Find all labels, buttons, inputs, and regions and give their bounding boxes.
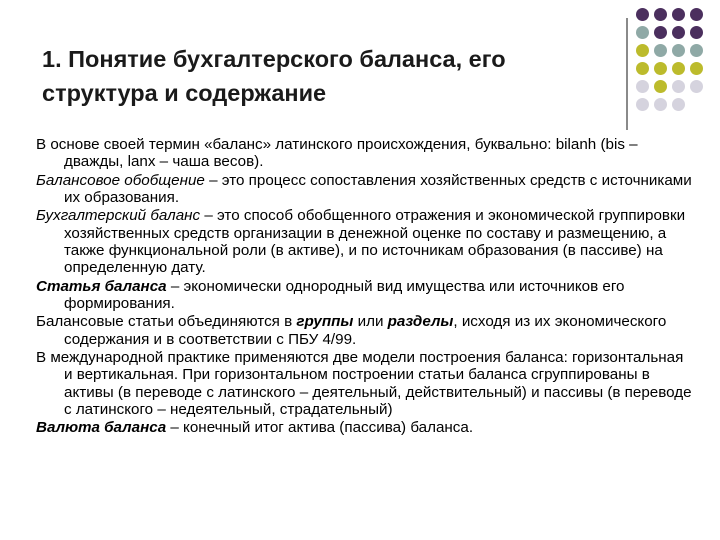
decorative-dot [636,80,649,93]
decorative-dot [636,44,649,57]
body-paragraph [36,207,696,277]
decorative-dot [654,8,667,21]
decorative-dot [654,44,667,57]
slide-title: 1. Понятие бухгалтерского баланса, его структура и содержание [42,46,506,106]
decorative-dot [672,8,685,21]
body-paragraph [36,349,696,419]
decorative-dot [672,98,685,111]
decorative-dot [690,80,703,93]
emphasized-term: Балансовое обобщение [36,171,205,189]
decorative-dot [672,80,685,93]
paragraph-text: – экономически однородный вид имущества или источников его формирования. [64,277,625,313]
decorative-dot [690,62,703,75]
decorative-dot [654,98,667,111]
vertical-divider [626,18,628,130]
emphasized-term: Валюта баланса [36,419,167,437]
decorative-dot-grid [636,8,720,118]
paragraph-text: – это процесс сопоставления хозяйственных средств с источниками их образования. [64,171,692,207]
paragraph-text: Балансовые статьи объединяются в [36,313,297,331]
decorative-dot [636,8,649,21]
paragraph-text: – это способ обобщенного отражения и экономической группировки хозяйственных средств организации в денежной оценке по составу и размещению, а также функциональной роли (в активе), и по источникам образования (в пассиве) на определенную дату. [64,207,686,277]
emphasized-term: разделы [387,313,454,331]
decorative-dot [654,62,667,75]
paragraph-text: или [353,313,388,331]
paragraph-text: В международной практике применяются две модели построения баланса: горизонтальная и вертикальная. При горизонтальном построении статьи баланса сгруппированы в активы (в переводе с латинского – деятельный, действительный) и пассивы (в переводе с латинского – недеятельный, страдательный) [36,348,692,419]
paragraph-text: – конечный итог актива (пассива) баланса. [166,419,474,437]
decorative-dot [636,26,649,39]
decorative-dot [672,44,685,57]
decorative-dot [672,26,685,39]
decorative-dot [690,8,703,21]
decorative-dot [690,26,703,39]
body-paragraph [36,136,696,171]
body-paragraph [36,313,696,348]
decorative-dot [654,26,667,39]
body-paragraph [36,278,696,313]
emphasized-term: группы [296,313,354,331]
decorative-dot [636,98,649,111]
paragraph-text: В основе своей термин «баланс» латинского происхождения, буквально: bilanh (bis – дважды, lanx – чаша весов). [36,136,638,171]
decorative-dot [672,62,685,75]
decorative-dot [654,80,667,93]
emphasized-term: Статья баланса [36,277,167,295]
decorative-dot [690,44,703,57]
body-paragraph [36,172,696,207]
decorative-dot [636,62,649,75]
paragraph-text: , исходя из их экономического содержания и в соответствии с ПБУ 4/99. [64,313,667,348]
slide-body [36,136,696,437]
body-paragraph [36,419,696,436]
emphasized-term: Бухгалтерский баланс [36,207,201,225]
